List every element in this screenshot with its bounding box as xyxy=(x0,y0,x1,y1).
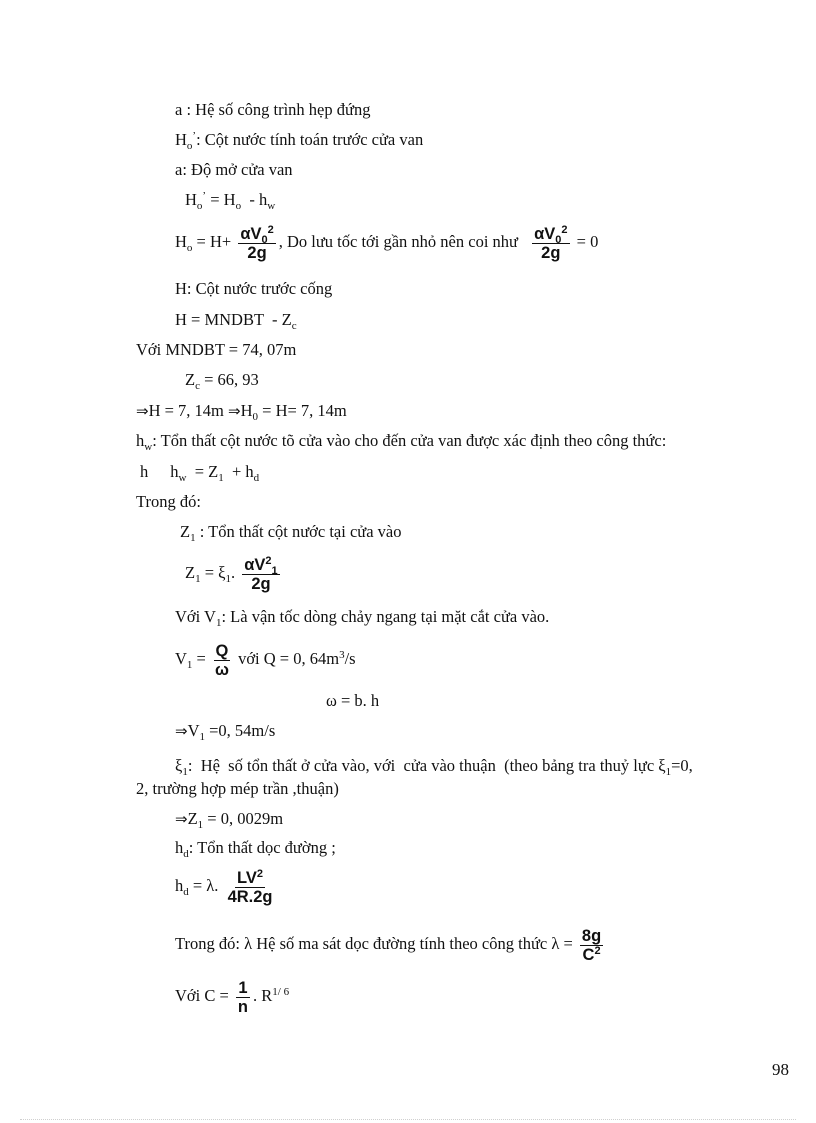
fraction-velocity-head-2: $\frac{\alpha V_0^2}{2g}$ xyxy=(534,223,568,262)
fraction-lambda: $\frac{8g}{C^2}$ xyxy=(581,926,602,964)
line-gate-opening: a: Độ mở cửa van xyxy=(175,160,293,179)
equation-hw: h $h_w = Z_1 + h_d$ xyxy=(140,462,260,484)
equation-h-result: ⇒H = 7, 14m $\Rightarrow H_0 = H= 7$, 14m xyxy=(136,401,347,423)
equation-z1: $Z_1 = \xi_1$. $\frac{\alpha V^2_1}{2g}$ xyxy=(185,554,278,593)
fraction-entrance-head: $\frac{\alpha V^2_1}{2g}$ xyxy=(244,554,278,593)
line-z1-def: $Z_1$ : Tổn thất cột nước tại cửa vào xyxy=(180,522,402,544)
line-mndbt: Với MNDBT = 74, 07m xyxy=(136,340,297,359)
line-hw-def: $h_w$: Tổn thất cột nước tõ cửa vào cho đến cửa van được xác định theo công thức: xyxy=(136,431,667,453)
line-xi-def: $\xi_1$: Hệ số tổn thất ở cửa vào, với cửa vào thuận (theo bảng tra thuỷ lực $\xi_1=0$, xyxy=(175,756,693,778)
line-coefficient-a: a : Hệ số công trình hẹp đứng xyxy=(175,100,371,119)
equation-ho-prime: $H_o^’ = H_o - h_w$ xyxy=(185,190,276,212)
equation-hd: $h_d = \lambda$. $\frac{LV^2}{4R.2g}$ xyxy=(175,867,273,906)
equation-chezy: Với C = $\frac{1}{n}$ . $R^{1/ 6}$ xyxy=(175,978,290,1016)
equation-z1-result: $\Rightarrow Z_1 = 0$, 0029m xyxy=(175,809,284,831)
line-head-before-culvert: H: Cột nước trước cống xyxy=(175,279,333,298)
equation-omega: ω = b. h xyxy=(326,691,380,710)
equation-ho: $H_o = H+$ $\frac{\alpha V_0^2}{2g}$ , Do lưu tốc tới gần nhỏ nên coi như $\frac{\alpha V_0^2}{2g}$ = 0 xyxy=(175,223,599,262)
line-xi-def-cont: 2, trường hợp mép trần ,thuận) xyxy=(136,779,339,798)
implies-arrow-icon: ⇒ xyxy=(228,402,241,420)
equation-v1-result: $\Rightarrow V_1 =0$, 54m/s xyxy=(175,721,276,743)
fraction-friction-loss: $\frac{LV^2}{4R.2g}$ xyxy=(227,867,273,906)
implies-arrow-icon: ⇒ xyxy=(175,810,188,828)
line-hd-def: $h_d$: Tổn thất dọc đường ; xyxy=(175,838,336,860)
line-lambda-def: Trong đó: λ Hệ số ma sát dọc đường tính theo công thức λ = $\frac{8g}{C^2}$ xyxy=(175,926,602,964)
equation-zc: $Z_c = 66$, 93 xyxy=(185,370,259,392)
equation-v1: $V_1$ = $\frac{Q}{\omega}$ với Q = 0, $64m^3/s$ xyxy=(175,641,356,679)
equation-h: H = MNDBT - $Z_c$ xyxy=(175,310,297,332)
fraction-velocity-head: $\frac{\alpha V_0^2}{2g}$ xyxy=(240,223,274,262)
line-ho-prime-def: $H_o^’$: Cột nước tính toán trước cửa van xyxy=(175,130,424,152)
implies-arrow-icon: ⇒ xyxy=(136,402,149,420)
page-number: 98 xyxy=(772,1060,789,1079)
line-where: Trong đó: xyxy=(136,492,201,511)
fraction-q-over-omega: $\frac{Q}{\omega}$ xyxy=(214,641,229,679)
implies-arrow-icon: ⇒ xyxy=(175,722,188,740)
fraction-one-over-n: $\frac{1}{n}$ xyxy=(237,978,249,1016)
line-v1-def: Với $V_1$: Là vận tốc dòng chảy ngang tại mặt cắt cửa vào. xyxy=(175,607,550,629)
footer-divider xyxy=(20,1119,796,1120)
